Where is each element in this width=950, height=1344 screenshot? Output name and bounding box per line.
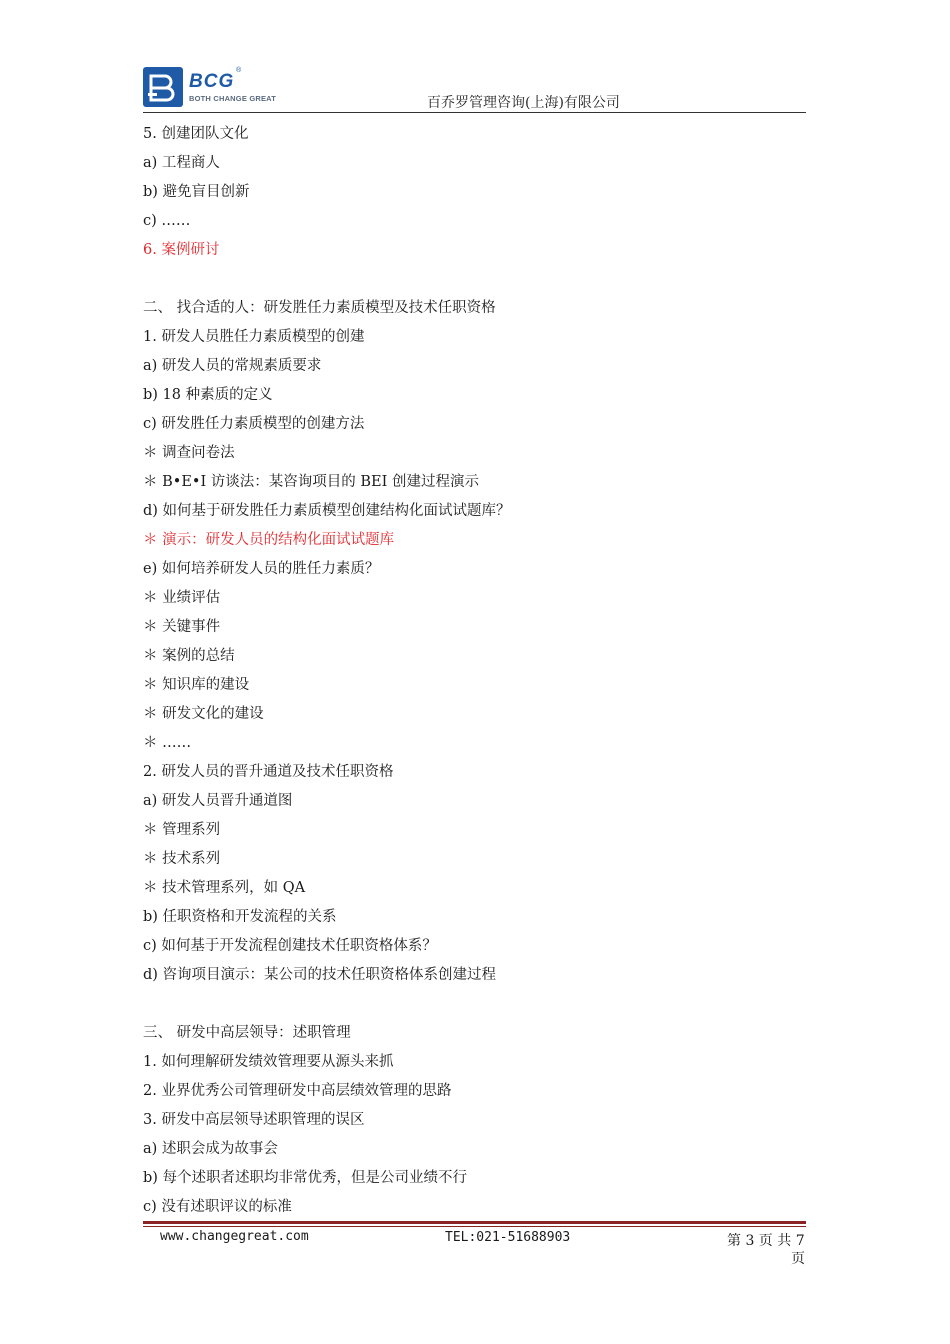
document-body: [143, 120, 806, 1222]
logo-registered-mark: ®: [236, 67, 242, 74]
outline-line: 三、 研发中高层领导：述职管理: [143, 1025, 351, 1041]
header-divider: [143, 112, 806, 113]
outline-line: b) 18 种素质的定义: [143, 387, 273, 403]
company-name: 百乔罗管理咨询(上海)有限公司: [427, 95, 620, 111]
outline-line: c) 研发胜任力素质模型的创建方法: [143, 416, 365, 432]
blank-line: [143, 990, 806, 1019]
outline-line: 6. 案例研讨: [143, 242, 220, 258]
bcg-logo-mark-icon: [143, 67, 183, 107]
outline-line: c) 如何基于开发流程创建技术任职资格体系？: [143, 938, 437, 954]
outline-line: ＊ 研发文化的建设: [143, 706, 264, 722]
outline-line: ＊ ……: [143, 735, 192, 751]
outline-line: 二、 找合适的人：研发胜任力素质模型及技术任职资格: [143, 300, 496, 316]
outline-line: ＊ 管理系列: [143, 822, 221, 838]
logo-subtitle: BOTH CHANGE GREAT: [189, 94, 277, 103]
outline-line: b) 任职资格和开发流程的关系: [143, 909, 337, 925]
outline-line: a) 研发人员晋升通道图: [143, 793, 293, 809]
outline-line: ＊ 业绩评估: [143, 590, 221, 606]
outline-line: 1. 如何理解研发绩效管理要从源头来抓: [143, 1054, 394, 1070]
page-number: 第 3 页 共 7: [727, 1233, 805, 1249]
outline-line: a) 工程商人: [143, 155, 220, 171]
outline-line: ＊ 技术管理系列，如 QA: [143, 880, 306, 896]
outline-line: ＊ 案例的总结: [143, 648, 235, 664]
outline-line: b) 避免盲目创新: [143, 184, 250, 200]
bcg-logo: [143, 67, 293, 109]
outline-line: c) ……: [143, 213, 191, 229]
footer-divider-thin: [143, 1226, 806, 1227]
footer-telephone: TEL:021-51688903: [445, 1230, 571, 1245]
outline-line: e) 如何培养研发人员的胜任力素质？: [143, 561, 380, 577]
outline-line: ＊ 关键事件: [143, 619, 221, 635]
outline-line: 2. 研发人员的晋升通道及技术任职资格: [143, 764, 394, 780]
outline-line: 5. 创建团队文化: [143, 126, 249, 142]
outline-line: ＊ 演示：研发人员的结构化面试试题库: [143, 532, 395, 548]
outline-line: a) 述职会成为故事会: [143, 1141, 278, 1157]
outline-line: c) 没有述职评议的标准: [143, 1199, 292, 1215]
outline-line: ＊ 技术系列: [143, 851, 221, 867]
footer-divider-thick: [143, 1221, 806, 1224]
outline-line: 3. 研发中高层领导述职管理的误区: [143, 1112, 365, 1128]
outline-line: ＊ 知识库的建设: [143, 677, 250, 693]
outline-line: ＊ 调查问卷法: [143, 445, 235, 461]
footer-website: www.changegreat.com: [160, 1229, 309, 1244]
outline-line: 1. 研发人员胜任力素质模型的创建: [143, 329, 365, 345]
blank-line: [143, 265, 806, 294]
outline-line: a) 研发人员的常规素质要求: [143, 358, 322, 374]
outline-line: d) 如何基于研发胜任力素质模型创建结构化面试试题库？: [143, 503, 511, 519]
outline-line: d) 咨询项目演示：某公司的技术任职资格体系创建过程: [143, 967, 497, 983]
outline-line: ＊ B•E•I 访谈法：某咨询项目的 BEI 创建过程演示: [143, 474, 479, 490]
logo-text: BCG: [189, 71, 235, 92]
outline-line: 2. 业界优秀公司管理研发中高层绩效管理的思路: [143, 1083, 452, 1099]
page-number-suffix: 页: [791, 1251, 805, 1267]
outline-line: b) 每个述职者述职均非常优秀，但是公司业绩不行: [143, 1170, 468, 1186]
